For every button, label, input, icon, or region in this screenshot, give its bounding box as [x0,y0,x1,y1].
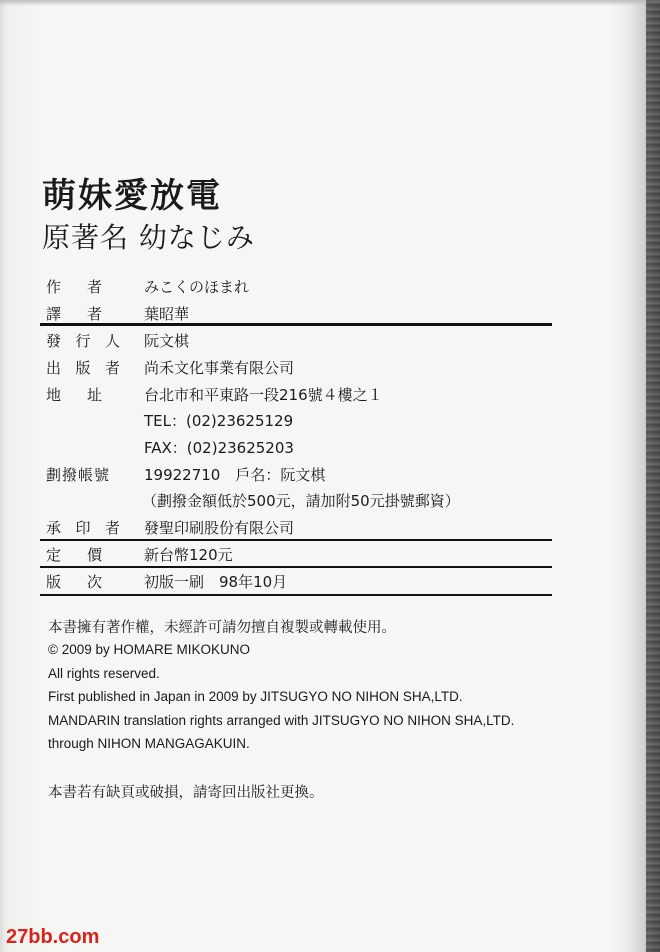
edition-value: 初版一刷 98年10月 [144,573,288,591]
label-char: 次 [86,573,102,591]
copyright-notice: 本書擁有著作權，未經許可請勿擅自複製或轉載使用。 [48,620,396,636]
divider [40,594,552,596]
credit-label [46,357,120,378]
label-char: 價 [86,546,102,564]
page-spine-edge [646,0,660,952]
remittance-note: （劃撥金額低於500元，請加附50元掛號郵資） [142,492,460,510]
fax-number: FAX：(02)23625203 [144,439,294,457]
remittance-label: 劃撥帳號 [46,466,111,484]
copyright-line: through NIHON MANGAGAKUIN. [48,736,250,751]
credit-label [46,517,120,538]
label-char: 者 [104,359,120,377]
label-char: 出 [46,359,62,377]
label-char: 地 [46,386,62,404]
copyright-line: First published in Japan in 2009 by JITSUGYO NO NIHON SHA,LTD. [48,689,463,704]
label-char: 印 [75,519,91,537]
label-char: 作 [46,278,62,296]
original-title: 原著名 幼なじみ [42,221,255,254]
printer-name: 發聖印刷股份有限公司 [144,519,295,537]
price-value: 新台幣120元 [144,546,233,564]
author-name: みこくのほまれ [144,278,250,296]
divider [40,566,552,568]
book-title: 萌妹愛放電 [42,176,222,216]
credit-label [46,544,102,565]
label-char: 承 [46,519,62,537]
label-char: 人 [104,332,120,350]
label-char: 者 [86,305,102,323]
label-char: 者 [86,278,102,296]
copyright-line: MANDARIN translation rights arranged with JITSUGYO NO NIHON SHA,LTD. [48,713,515,728]
publisher-address: 台北市和平東路一段216號４樓之１ [144,386,383,404]
divider [40,539,552,541]
divider [40,323,552,326]
label-char: 定 [46,546,62,564]
label-char: 行 [75,332,91,350]
label-char: 址 [86,386,102,404]
publisher-name: 尚禾文化事業有限公司 [144,359,295,377]
label-char: 者 [104,519,120,537]
copyright-line: © 2009 by HOMARE MIKOKUNO [48,642,250,657]
remittance-account: 19922710 戶名：阮文棋 [144,466,326,484]
label-char: 版 [46,573,62,591]
credit-label [46,303,102,324]
label-char: 譯 [46,305,62,323]
credit-label [46,330,120,351]
replacement-notice: 本書若有缺頁或破損，請寄回出版社更換。 [48,785,324,801]
credit-label [46,384,102,405]
credit-label [46,276,102,297]
issuer-name: 阮文棋 [144,332,190,350]
credit-label [46,571,102,592]
label-char: 版 [75,359,91,377]
translator-name: 葉昭華 [144,305,190,323]
label-char: 發 [46,332,62,350]
telephone-number: TEL：(02)23625129 [144,412,294,430]
site-watermark: 27bb.com [6,926,100,948]
copyright-line: All rights reserved. [48,666,160,681]
